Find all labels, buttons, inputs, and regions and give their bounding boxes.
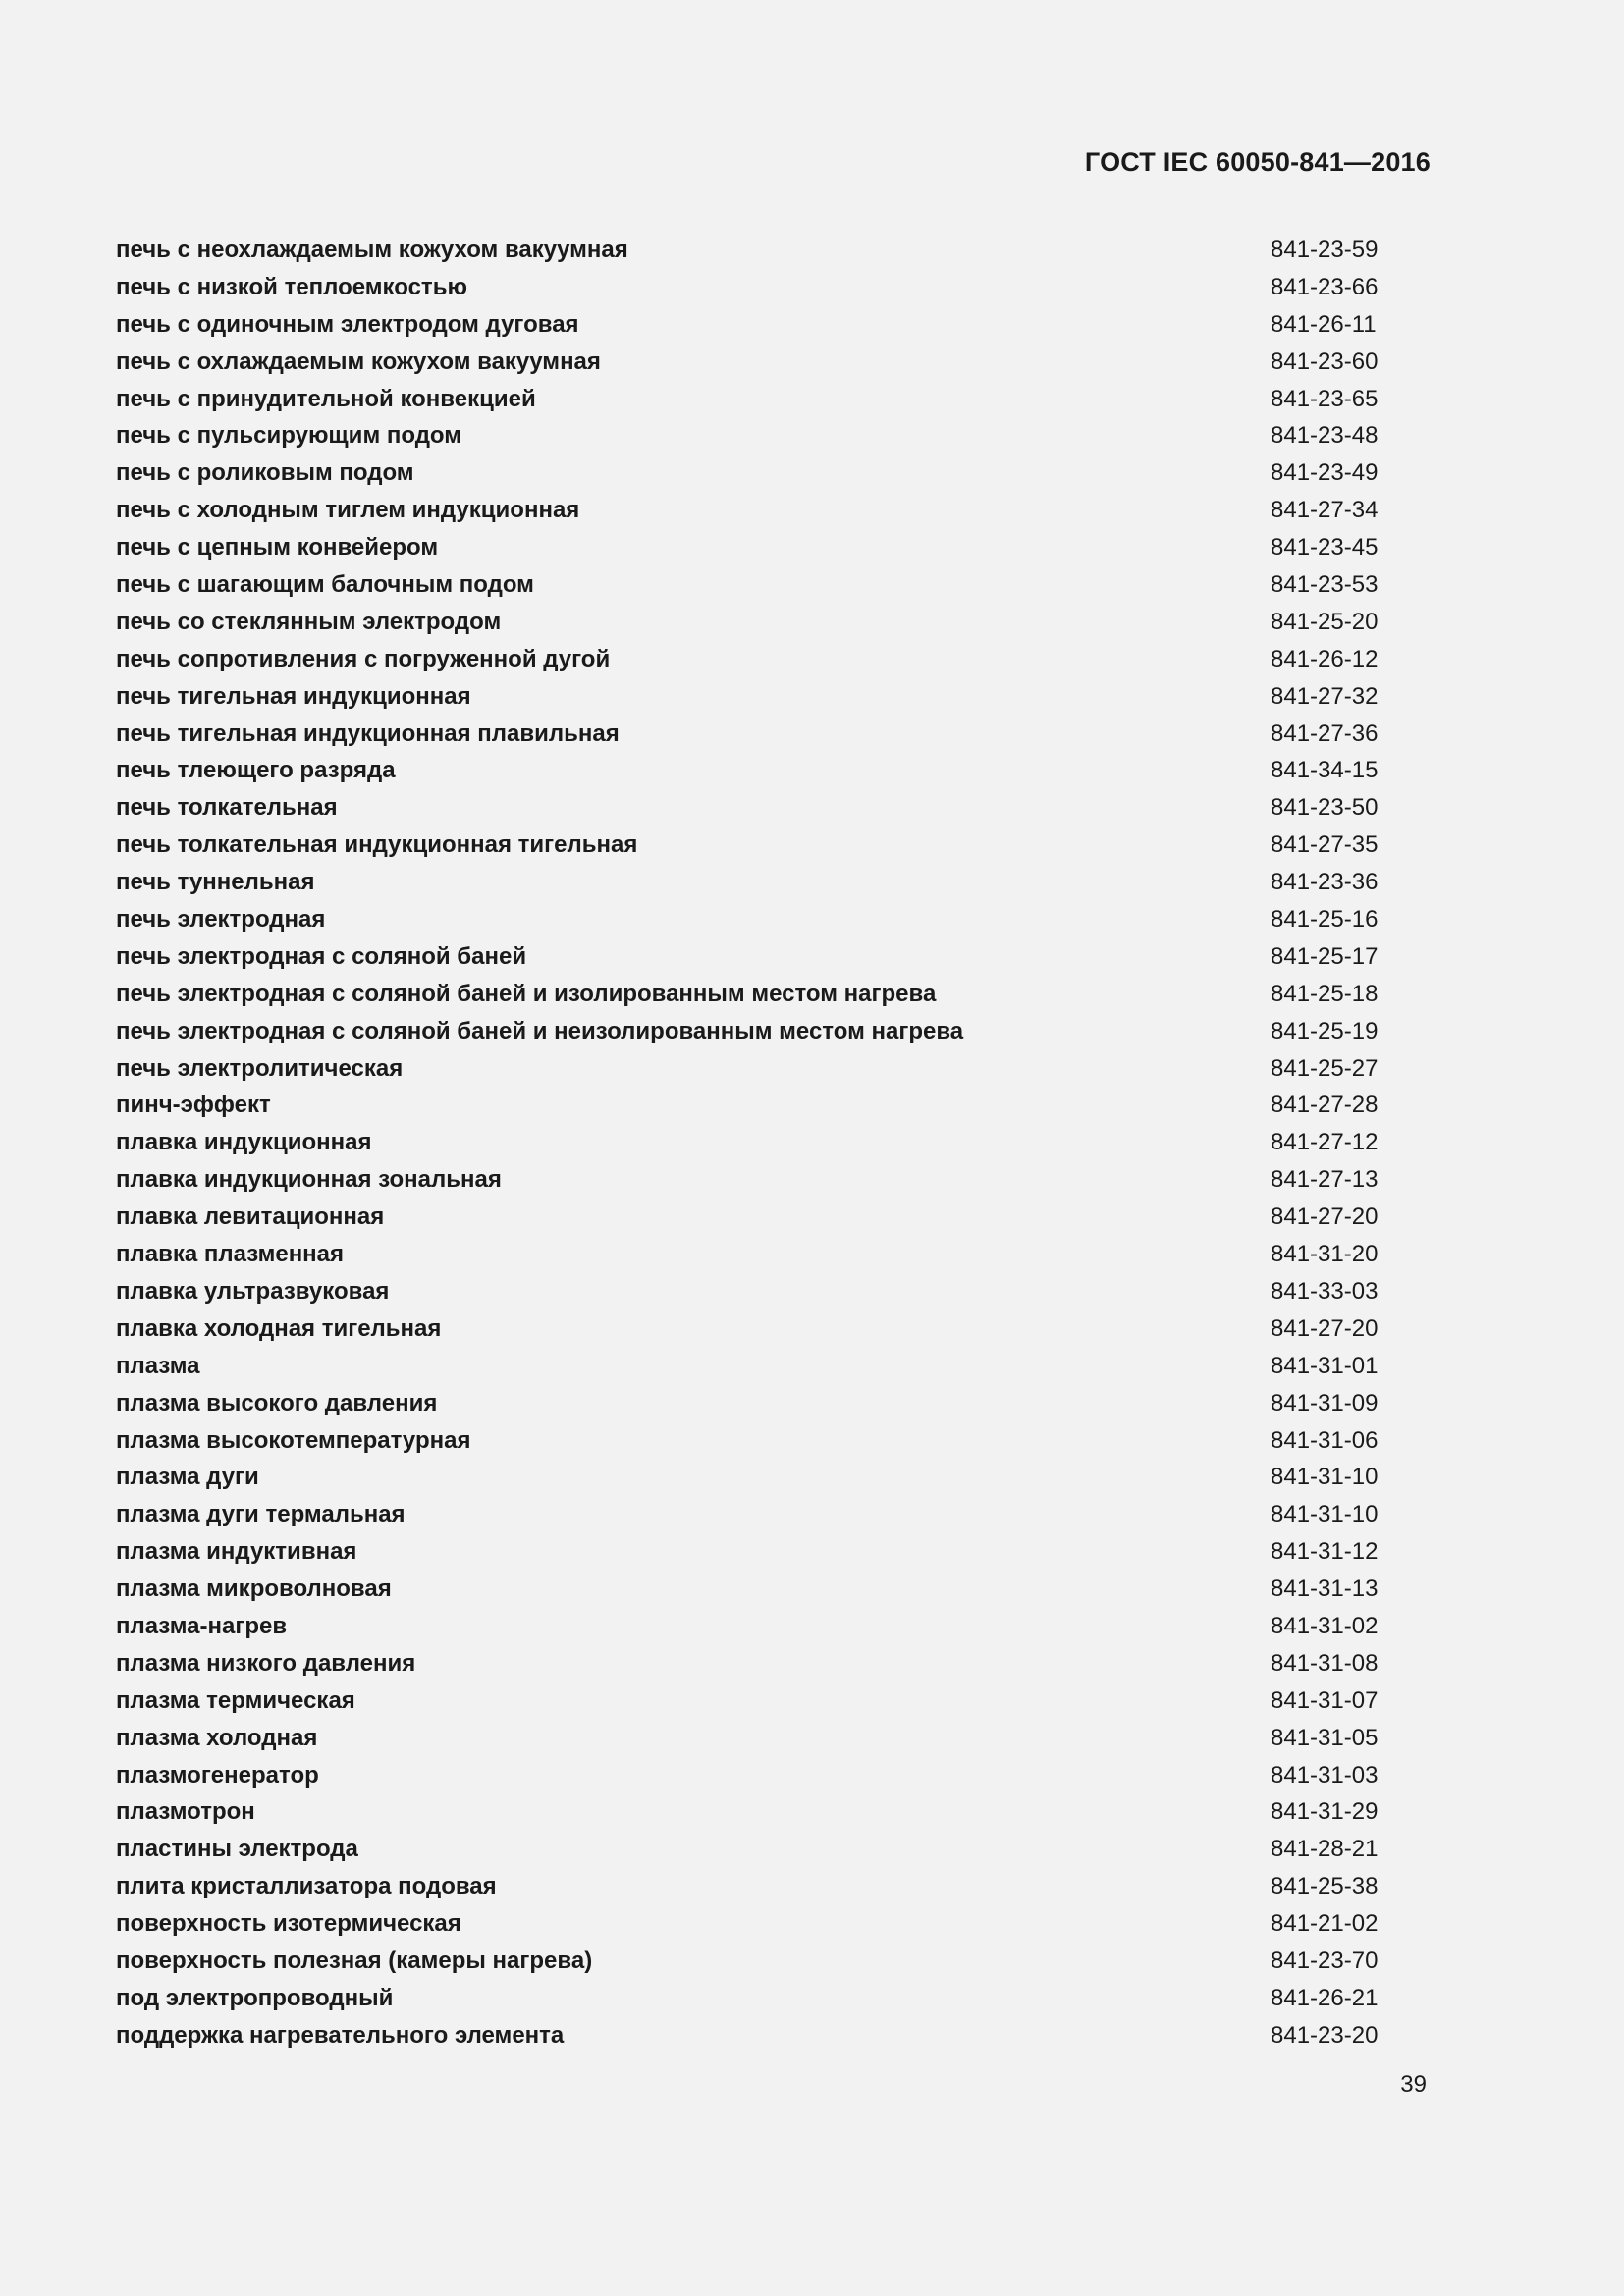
index-code: 841-31-09 bbox=[1271, 1389, 1379, 1416]
index-entry bbox=[116, 641, 1382, 678]
index-term: плазма высокого давления bbox=[116, 1389, 438, 1416]
index-code: 841-31-01 bbox=[1271, 1352, 1379, 1379]
index-entry bbox=[116, 1868, 1382, 1905]
index-term: печь с принудительной конвекцией bbox=[116, 385, 536, 412]
index-term: печь с роликовым подом bbox=[116, 459, 414, 487]
index-entry bbox=[116, 1757, 1382, 1794]
index-entry bbox=[116, 1348, 1382, 1385]
index-term: плазмогенератор bbox=[116, 1761, 319, 1789]
index-code: 841-25-17 bbox=[1271, 942, 1379, 970]
index-entry bbox=[116, 1496, 1382, 1533]
index-term: печь с низкой теплоемкостью bbox=[116, 273, 467, 300]
index-code: 841-23-50 bbox=[1271, 794, 1379, 822]
index-entry bbox=[116, 1087, 1382, 1124]
index-term: печь с неохлаждаемым кожухом вакуумная bbox=[116, 237, 628, 263]
index-entry bbox=[116, 1905, 1382, 1943]
index-code: 841-31-29 bbox=[1271, 1798, 1379, 1826]
index-term: печь толкательная bbox=[116, 794, 338, 822]
index-entry bbox=[116, 529, 1382, 566]
index-term: печь с охлаждаемым кожухом вакуумная bbox=[116, 347, 601, 375]
index-code: 841-25-38 bbox=[1271, 1873, 1379, 1900]
index-term: плазма-нагрев bbox=[116, 1612, 288, 1639]
index-entry bbox=[116, 1682, 1382, 1720]
index-term: печь с холодным тиглем индукционная bbox=[116, 497, 580, 524]
index-term: печь электролитическая bbox=[116, 1054, 404, 1082]
index-term: плавка плазменная bbox=[116, 1241, 345, 1268]
index-entry bbox=[116, 1720, 1382, 1757]
index-entry bbox=[116, 1050, 1382, 1088]
index-entry bbox=[116, 604, 1382, 641]
index-term: печь толкательная индукционная тигельная bbox=[116, 831, 638, 859]
index-entry bbox=[116, 1608, 1382, 1645]
page-number: 39 bbox=[1400, 2071, 1427, 2098]
index-term: плазма дуги термальная bbox=[116, 1501, 406, 1528]
index-entry bbox=[116, 976, 1382, 1013]
index-entry bbox=[116, 1161, 1382, 1199]
index-code: 841-31-03 bbox=[1271, 1761, 1379, 1789]
index-code: 841-31-08 bbox=[1271, 1649, 1379, 1677]
index-code: 841-27-36 bbox=[1271, 720, 1379, 747]
index-entry bbox=[116, 344, 1382, 381]
index-term: под электропроводный bbox=[116, 1984, 394, 2011]
index-term: плита кристаллизатора подовая bbox=[116, 1873, 497, 1900]
index-code: 841-23-49 bbox=[1271, 459, 1379, 487]
index-entry bbox=[116, 1199, 1382, 1236]
index-term: печь тигельная индукционная bbox=[116, 682, 471, 710]
index-code: 841-23-48 bbox=[1271, 422, 1379, 450]
index-term: плазма дуги bbox=[116, 1464, 259, 1491]
index-code: 841-25-19 bbox=[1271, 1017, 1379, 1044]
index-term: плавка ультразвуковая bbox=[116, 1277, 390, 1305]
term-index-list bbox=[116, 232, 1382, 2055]
index-code: 841-31-10 bbox=[1271, 1464, 1379, 1491]
index-entry bbox=[116, 678, 1382, 716]
index-code: 841-27-28 bbox=[1271, 1092, 1379, 1119]
index-code: 841-25-20 bbox=[1271, 608, 1379, 635]
index-term: печь с одиночным электродом дуговая bbox=[116, 310, 579, 338]
index-entry bbox=[116, 566, 1382, 604]
index-entry bbox=[116, 1013, 1382, 1050]
index-entry bbox=[116, 1273, 1382, 1310]
index-term: плавка холодная тигельная bbox=[116, 1314, 442, 1342]
index-entry bbox=[116, 1459, 1382, 1496]
index-term: печь тигельная индукционная плавильная bbox=[116, 720, 620, 747]
index-code: 841-23-70 bbox=[1271, 1947, 1379, 1974]
index-term: поддержка нагревательного элемента bbox=[116, 2021, 565, 2049]
index-entry bbox=[116, 1236, 1382, 1273]
index-entry bbox=[116, 1385, 1382, 1422]
index-code: 841-33-03 bbox=[1271, 1277, 1379, 1305]
index-entry bbox=[116, 901, 1382, 938]
index-term: поверхность изотермическая bbox=[116, 1910, 461, 1938]
index-entry bbox=[116, 789, 1382, 827]
index-term: плавка левитационная bbox=[116, 1203, 385, 1231]
index-term: плавка индукционная зональная bbox=[116, 1166, 502, 1194]
index-code: 841-23-36 bbox=[1271, 869, 1379, 896]
index-term: печь электродная bbox=[116, 906, 326, 934]
index-code: 841-26-21 bbox=[1271, 1984, 1379, 2011]
index-code: 841-23-20 bbox=[1271, 2021, 1379, 2049]
index-term: плазма холодная bbox=[116, 1724, 318, 1751]
index-entry bbox=[116, 1571, 1382, 1608]
index-term: печь с цепным конвейером bbox=[116, 534, 439, 561]
index-entry bbox=[116, 2017, 1382, 2055]
index-entry bbox=[116, 1793, 1382, 1831]
index-entry bbox=[116, 1124, 1382, 1161]
index-entry bbox=[116, 1422, 1382, 1460]
index-code: 841-31-20 bbox=[1271, 1241, 1379, 1268]
index-code: 841-23-66 bbox=[1271, 273, 1379, 300]
index-entry bbox=[116, 1645, 1382, 1682]
index-term: печь электродная с соляной баней bbox=[116, 942, 527, 970]
index-entry bbox=[116, 417, 1382, 454]
index-code: 841-27-34 bbox=[1271, 497, 1379, 524]
index-code: 841-27-13 bbox=[1271, 1166, 1379, 1194]
index-entry bbox=[116, 306, 1382, 344]
index-term: плазмотрон bbox=[116, 1798, 255, 1826]
index-code: 841-23-45 bbox=[1271, 534, 1379, 561]
index-code: 841-31-12 bbox=[1271, 1538, 1379, 1566]
index-term: печь с шагающим балочным подом bbox=[116, 571, 534, 599]
index-term: пинч-эффект bbox=[116, 1092, 271, 1119]
document-header: ГОСТ IEC 60050-841—2016 bbox=[1084, 147, 1431, 177]
index-term: пластины электрода bbox=[116, 1836, 358, 1863]
index-code: 841-27-32 bbox=[1271, 682, 1379, 710]
index-code: 841-27-20 bbox=[1271, 1314, 1379, 1342]
index-entry bbox=[116, 1310, 1382, 1348]
index-code: 841-31-07 bbox=[1271, 1686, 1379, 1714]
index-code: 841-23-65 bbox=[1271, 385, 1379, 412]
index-term: поверхность полезная (камеры нагрева) bbox=[116, 1947, 593, 1974]
index-entry bbox=[116, 381, 1382, 418]
index-code: 841-34-15 bbox=[1271, 757, 1379, 784]
index-term: печь тлеющего разряда bbox=[116, 757, 396, 784]
index-entry bbox=[116, 938, 1382, 976]
index-entry bbox=[116, 1980, 1382, 2017]
index-code: 841-26-11 bbox=[1271, 310, 1377, 338]
index-entry bbox=[116, 864, 1382, 901]
index-term: печь со стеклянным электродом bbox=[116, 608, 502, 635]
index-term: печь с пульсирующим подом bbox=[116, 422, 462, 450]
index-code: 841-25-18 bbox=[1271, 980, 1379, 1007]
index-code: 841-26-12 bbox=[1271, 645, 1379, 672]
index-code: 841-23-59 bbox=[1271, 237, 1379, 263]
index-term: печь туннельная bbox=[116, 869, 315, 896]
index-entry bbox=[116, 492, 1382, 529]
index-code: 841-25-27 bbox=[1271, 1054, 1379, 1082]
index-code: 841-31-10 bbox=[1271, 1501, 1379, 1528]
index-code: 841-27-20 bbox=[1271, 1203, 1379, 1231]
index-code: 841-23-53 bbox=[1271, 571, 1379, 599]
index-code: 841-31-13 bbox=[1271, 1575, 1379, 1603]
index-term: печь сопротивления с погруженной дугой bbox=[116, 645, 611, 672]
index-entry bbox=[116, 752, 1382, 789]
index-code: 841-31-02 bbox=[1271, 1612, 1379, 1639]
index-term: плазма микроволновая bbox=[116, 1575, 392, 1603]
index-code: 841-31-05 bbox=[1271, 1724, 1379, 1751]
index-term: печь электродная с соляной баней и неизолированным местом нагрева bbox=[116, 1017, 964, 1044]
index-term: печь электродная с соляной баней и изолированным местом нагрева bbox=[116, 980, 937, 1007]
index-term: плазма индуктивная bbox=[116, 1538, 357, 1566]
index-code: 841-28-21 bbox=[1271, 1836, 1379, 1863]
index-entry bbox=[116, 1943, 1382, 1980]
index-term: плазма низкого давления bbox=[116, 1649, 416, 1677]
index-entry bbox=[116, 232, 1382, 269]
index-term: плазма высокотемпературная bbox=[116, 1426, 471, 1454]
index-entry bbox=[116, 1533, 1382, 1571]
index-entry bbox=[116, 716, 1382, 753]
index-code: 841-31-06 bbox=[1271, 1426, 1379, 1454]
index-code: 841-27-12 bbox=[1271, 1129, 1379, 1156]
index-term: плавка индукционная bbox=[116, 1129, 372, 1156]
index-code: 841-25-16 bbox=[1271, 906, 1379, 934]
index-entry bbox=[116, 269, 1382, 306]
index-entry bbox=[116, 1831, 1382, 1868]
index-entry bbox=[116, 827, 1382, 864]
index-code: 841-21-02 bbox=[1271, 1910, 1379, 1938]
index-code: 841-27-35 bbox=[1271, 831, 1379, 859]
index-code: 841-23-60 bbox=[1271, 347, 1379, 375]
index-term: плазма термическая bbox=[116, 1686, 355, 1714]
index-term: плазма bbox=[116, 1352, 200, 1379]
index-entry bbox=[116, 454, 1382, 492]
